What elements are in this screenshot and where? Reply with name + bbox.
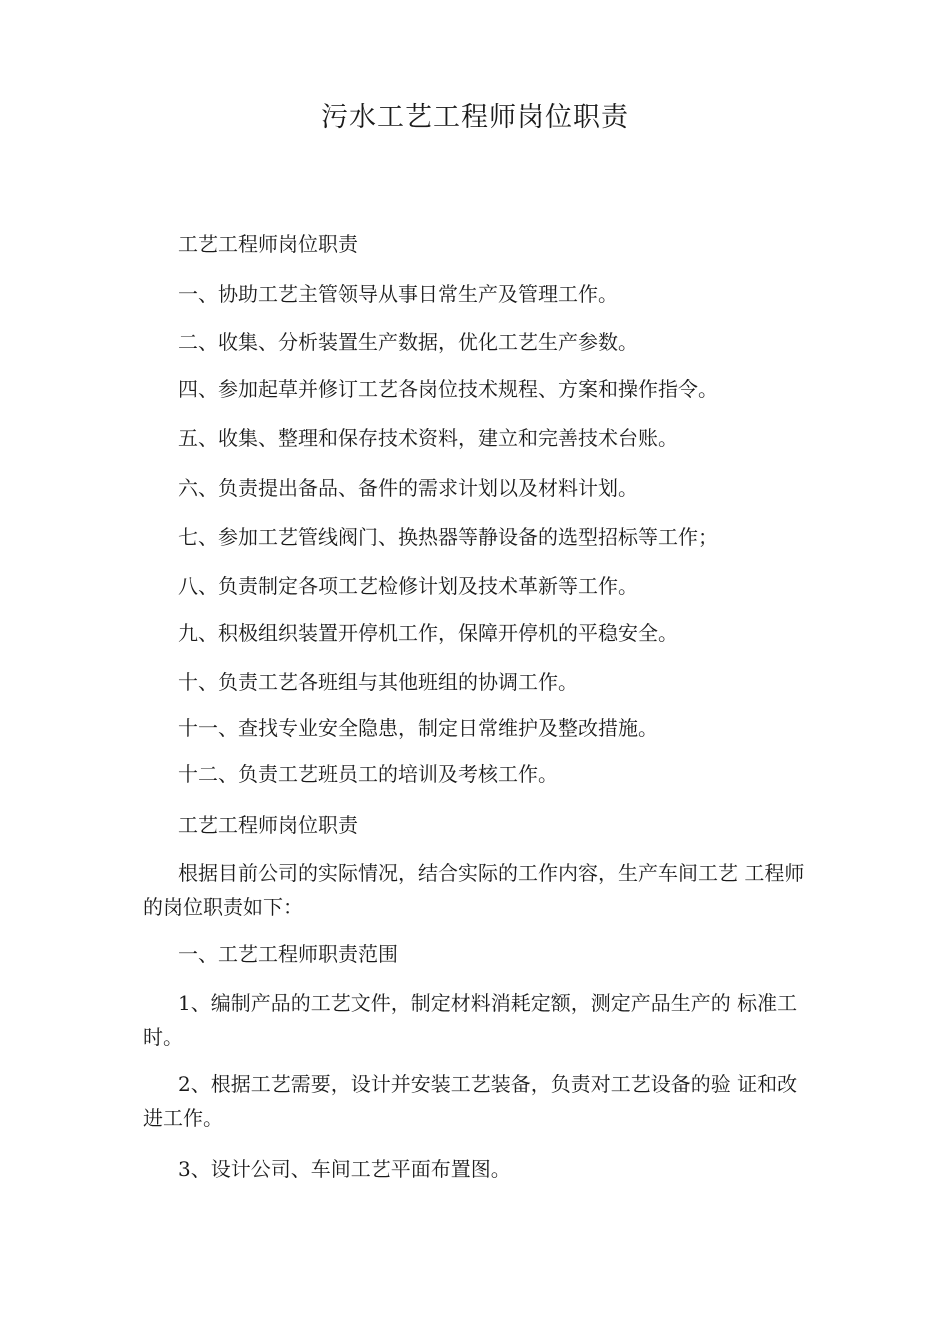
section-heading: 工艺工程师岗位职责 bbox=[178, 232, 358, 256]
duty-item: 十、负责工艺各班组与其他班组的协调工作。 bbox=[178, 670, 578, 694]
document-title: 污水工艺工程师岗位职责 bbox=[321, 102, 629, 133]
duty-item: 四、参加起草并修订工艺各岗位技术规程、方案和操作指令。 bbox=[178, 377, 718, 401]
duty-item: 一、协助工艺主管领导从事日常生产及管理工作。 bbox=[178, 282, 618, 306]
duty-item: 七、参加工艺管线阀门、换热器等静设备的选型招标等工作； bbox=[178, 525, 718, 549]
duty-item: 二、收集、分析装置生产数据，优化工艺生产参数。 bbox=[178, 330, 638, 354]
duty-item: 五、收集、整理和保存技术资料，建立和完善技术台账。 bbox=[178, 426, 678, 450]
scope-item: 2、根据工艺需要，设计并安装工艺装备，负责对工艺设备的验 证和改进工作。 bbox=[143, 1072, 798, 1130]
scope-heading: 一、工艺工程师职责范围 bbox=[178, 942, 398, 966]
section-heading: 工艺工程师岗位职责 bbox=[178, 813, 358, 837]
scope-item: 1、编制产品的工艺文件，制定材料消耗定额，测定产品生产的 标准工时。 bbox=[143, 991, 798, 1049]
duty-item: 六、负责提出备品、备件的需求计划以及材料计划。 bbox=[178, 476, 638, 500]
duty-item: 十二、负责工艺班员工的培训及考核工作。 bbox=[178, 762, 558, 786]
duty-item: 九、积极组织装置开停机工作，保障开停机的平稳安全。 bbox=[178, 621, 678, 645]
duty-item: 十一、查找专业安全隐患，制定日常维护及整改措施。 bbox=[178, 716, 658, 740]
scope-item: 3、设计公司、车间工艺平面布置图。 bbox=[178, 1157, 511, 1181]
intro-paragraph: 根据目前公司的实际情况，结合实际的工作内容，生产车间工艺 工程师的岗位职责如下： bbox=[143, 861, 805, 919]
duty-item: 八、负责制定各项工艺检修计划及技术革新等工作。 bbox=[178, 574, 638, 598]
